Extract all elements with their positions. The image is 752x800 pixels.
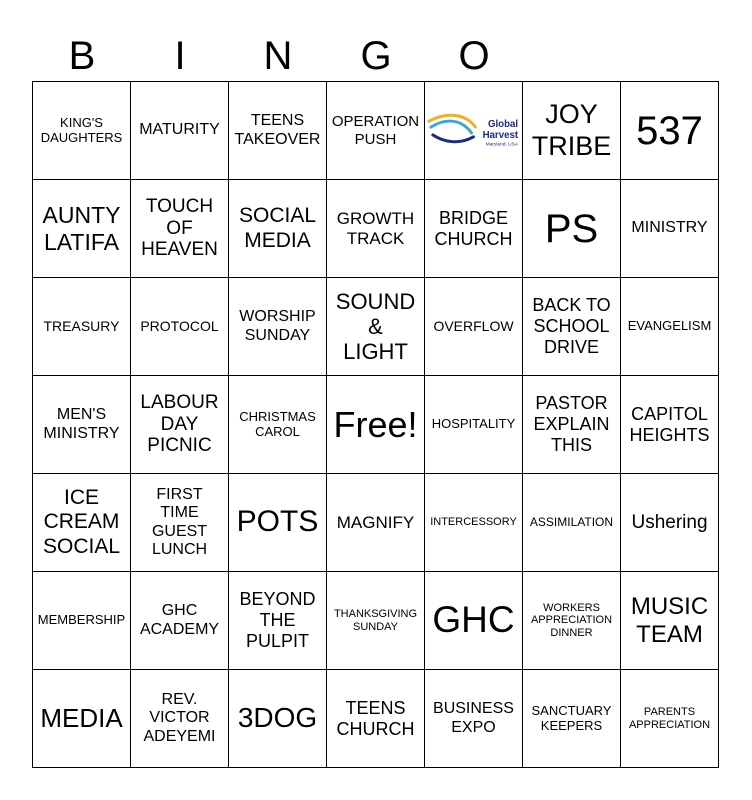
cell-label: MEN'S MINISTRY bbox=[43, 406, 120, 442]
bingo-cell[interactable] bbox=[33, 278, 131, 376]
bingo-cell[interactable] bbox=[523, 82, 621, 180]
header-letter-i: I bbox=[174, 34, 186, 78]
cell-label: KING'S DAUGHTERS bbox=[40, 114, 123, 145]
cell-label: LABOUR DAY PICNIC bbox=[140, 391, 219, 457]
bingo-cell[interactable] bbox=[523, 180, 621, 278]
bingo-cell[interactable] bbox=[523, 572, 621, 670]
cell-label: 537 bbox=[636, 108, 703, 153]
bingo-cell[interactable] bbox=[327, 474, 425, 572]
cell-label: PARENTS APPRECIATION bbox=[628, 705, 711, 731]
bingo-cell[interactable] bbox=[229, 572, 327, 670]
bingo-cell[interactable] bbox=[425, 572, 523, 670]
bingo-cell[interactable] bbox=[327, 278, 425, 376]
cell-label: WORKERS APPRECIATION DINNER bbox=[530, 601, 613, 639]
bingo-card bbox=[32, 81, 719, 768]
bingo-cell[interactable] bbox=[33, 572, 131, 670]
bingo-cell[interactable] bbox=[621, 278, 719, 376]
cell-label: PASTOR EXPLAIN THIS bbox=[533, 393, 610, 455]
bingo-cell[interactable] bbox=[425, 376, 523, 474]
bingo-cell[interactable] bbox=[523, 670, 621, 768]
bingo-cell[interactable] bbox=[33, 376, 131, 474]
cell-label: JOY TRIBE bbox=[531, 99, 612, 161]
cell-label: HOSPITALITY bbox=[431, 416, 516, 432]
header-letter-g: G bbox=[360, 34, 392, 78]
cell-label: BEYOND THE PULPIT bbox=[239, 589, 316, 651]
bingo-cell[interactable] bbox=[523, 474, 621, 572]
cell-label: PROTOCOL bbox=[140, 318, 219, 335]
cell-label: SOCIAL MEDIA bbox=[238, 204, 317, 252]
cell-label: OPERATION PUSH bbox=[331, 113, 420, 148]
bingo-cell[interactable] bbox=[425, 670, 523, 768]
bingo-cell[interactable] bbox=[131, 572, 229, 670]
cell-label: MEMBERSHIP bbox=[37, 612, 126, 628]
bingo-cell[interactable] bbox=[523, 376, 621, 474]
bingo-cell[interactable] bbox=[229, 474, 327, 572]
cell-label: POTS bbox=[236, 505, 319, 539]
bingo-cell[interactable] bbox=[33, 670, 131, 768]
bingo-cell[interactable] bbox=[229, 670, 327, 768]
cell-label: OVERFLOW bbox=[433, 318, 514, 335]
cell-label: TOUCH OF HEAVEN bbox=[141, 195, 218, 261]
bingo-cell[interactable] bbox=[33, 180, 131, 278]
bingo-cell[interactable] bbox=[327, 376, 425, 474]
cell-label: CAPITOL HEIGHTS bbox=[629, 403, 710, 445]
logo-text: Maryland, USA bbox=[485, 142, 519, 148]
bingo-cell[interactable] bbox=[327, 670, 425, 768]
bingo-cell[interactable] bbox=[229, 376, 327, 474]
cell-label: SANCTUARY KEEPERS bbox=[531, 702, 612, 733]
cell-label: Ushering bbox=[631, 511, 708, 533]
cell-label: MINISTRY bbox=[631, 219, 708, 237]
bingo-cell[interactable] bbox=[327, 180, 425, 278]
bingo-cell[interactable] bbox=[131, 376, 229, 474]
cell-label: INTERCESSORY bbox=[430, 516, 517, 529]
cell-label: GHC ACADEMY bbox=[139, 602, 220, 638]
cell-label: GHC bbox=[432, 599, 515, 641]
cell-label: SOUND & LIGHT bbox=[335, 288, 416, 365]
cell-label: ASSIMILATION bbox=[529, 514, 614, 529]
logo-text: Global bbox=[487, 118, 519, 130]
cell-label: MAGNIFY bbox=[336, 512, 415, 532]
cell-label: PS bbox=[544, 206, 599, 251]
cell-label: Free! bbox=[333, 403, 418, 445]
cell-label: WORSHIP SUNDAY bbox=[239, 308, 316, 344]
cell-label: CHRISTMAS CAROL bbox=[239, 408, 316, 439]
header-letter-o: O bbox=[458, 34, 490, 78]
cell-label: MEDIA bbox=[40, 702, 123, 733]
bingo-cell[interactable] bbox=[621, 376, 719, 474]
cell-label: BACK TO SCHOOL DRIVE bbox=[532, 295, 611, 357]
bingo-cell[interactable] bbox=[425, 474, 523, 572]
header-letter-b: B bbox=[68, 34, 96, 78]
cell-label: EVANGELISM bbox=[627, 318, 712, 334]
cell-label: BUSINESS EXPO bbox=[433, 700, 514, 736]
bingo-cell[interactable] bbox=[131, 82, 229, 180]
cell-label: BRIDGE CHURCH bbox=[434, 207, 513, 249]
cell-label: ICE CREAM SOCIAL bbox=[42, 486, 121, 558]
bingo-cell[interactable] bbox=[131, 670, 229, 768]
bingo-cell[interactable] bbox=[33, 82, 131, 180]
bingo-cell[interactable] bbox=[131, 180, 229, 278]
bingo-cell[interactable] bbox=[425, 180, 523, 278]
cell-label: MATURITY bbox=[139, 121, 220, 139]
cell-label: MUSIC TEAM bbox=[630, 592, 709, 648]
header-letter-n: N bbox=[263, 34, 293, 78]
bingo-cell[interactable] bbox=[131, 278, 229, 376]
bingo-cell[interactable] bbox=[621, 474, 719, 572]
bingo-cell[interactable] bbox=[621, 670, 719, 768]
bingo-cell-logo[interactable] bbox=[425, 82, 523, 180]
bingo-cell[interactable] bbox=[327, 82, 425, 180]
bingo-cell[interactable] bbox=[33, 474, 131, 572]
cell-label: FIRST TIME GUEST LUNCH bbox=[151, 485, 208, 558]
logo-swoosh bbox=[433, 134, 474, 141]
cell-label: AUNTY LATIFA bbox=[42, 202, 121, 255]
bingo-cell[interactable] bbox=[425, 278, 523, 376]
bingo-cell[interactable] bbox=[523, 278, 621, 376]
cell-label: TREASURY bbox=[43, 318, 120, 335]
bingo-cell[interactable] bbox=[621, 180, 719, 278]
bingo-cell[interactable] bbox=[621, 572, 719, 670]
cell-label: GROWTH TRACK bbox=[336, 208, 415, 248]
bingo-cell[interactable] bbox=[131, 474, 229, 572]
cell-label: TEENS TAKEOVER bbox=[234, 112, 321, 148]
cell-label: TEENS CHURCH bbox=[336, 697, 415, 739]
bingo-cell[interactable] bbox=[327, 572, 425, 670]
bingo-cell[interactable] bbox=[229, 82, 327, 180]
cell-label: REV. VICTOR ADEYEMI bbox=[143, 690, 216, 745]
bingo-cell[interactable] bbox=[229, 278, 327, 376]
bingo-cell[interactable] bbox=[621, 82, 719, 180]
cell-label: THANKSGIVING SUNDAY bbox=[333, 607, 418, 633]
logo-swoosh bbox=[431, 121, 472, 133]
global-harvest-logo bbox=[427, 109, 520, 153]
cell-label: 3DOG bbox=[237, 702, 318, 734]
bingo-header bbox=[33, 30, 719, 82]
bingo-cell[interactable] bbox=[229, 180, 327, 278]
logo-text: Harvest bbox=[482, 129, 519, 141]
